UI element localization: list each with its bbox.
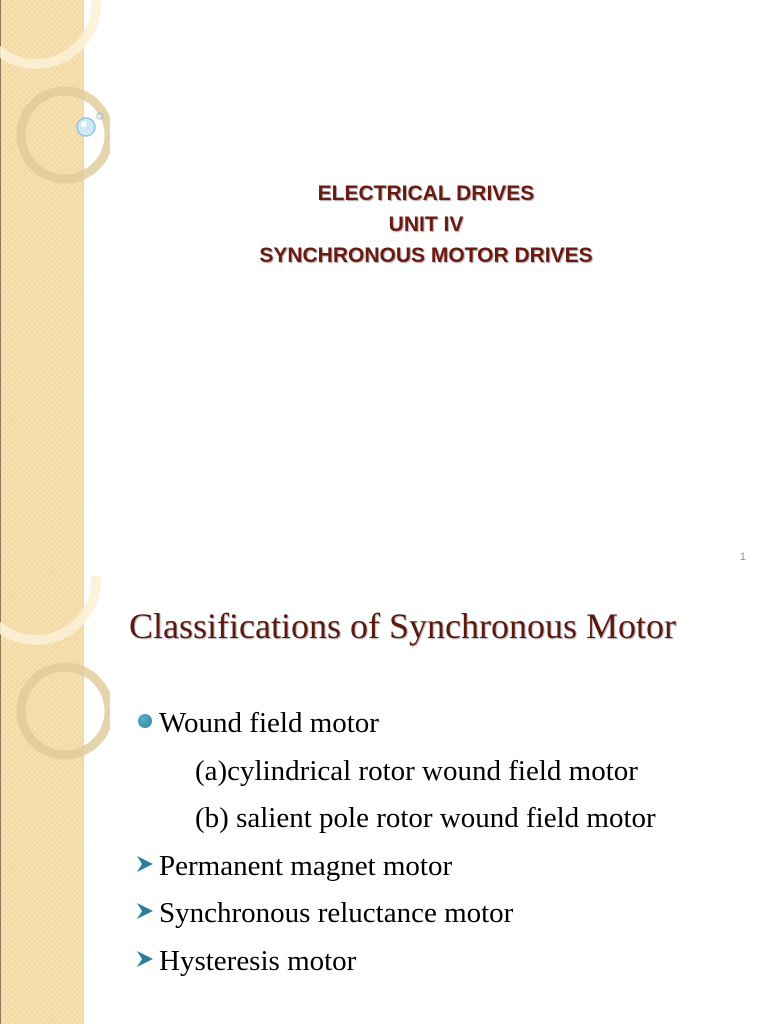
slide-2 [0,576,768,1024]
list-item-text: Synchronous reluctance motor [159,897,514,929]
slide-1-title [84,178,768,271]
arrow-icon [135,853,155,875]
list-item [129,702,759,750]
decorative-circles [0,0,110,200]
slide-number: 1 [739,551,746,563]
list-item [129,940,759,988]
arrow-icon [135,948,155,970]
list-item [129,750,759,798]
list-item-text: (b) salient pole rotor wound field motor [195,802,656,834]
decorative-circles [0,576,110,776]
list-item [129,845,759,893]
list-item-text: Wound field motor [159,707,379,739]
title-line-2: UNIT IV [388,213,464,236]
list-item-text: Hysteresis motor [159,944,357,977]
list-item-text: Permanent magnet motor [159,849,453,882]
list-item [129,892,759,940]
slide-2-title: Classifications of Synchronous Motor [129,606,676,646]
title-line-1: ELECTRICAL DRIVES [317,182,535,205]
arrow-icon [135,900,155,922]
list-item-text: (a)cylindrical rotor wound field motor [195,754,638,787]
title-line-3: SYNCHRONOUS MOTOR DRIVES [259,244,593,267]
list-item [129,797,759,845]
bullet-list [129,702,759,987]
dot-icon [138,714,152,728]
